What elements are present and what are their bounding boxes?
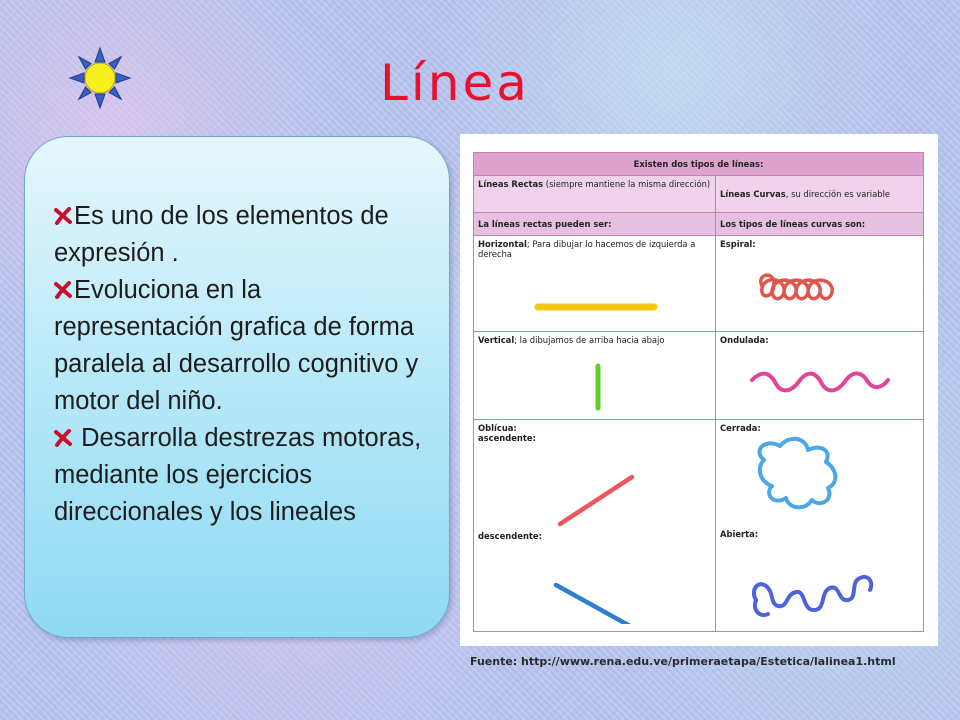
x-mark-icon [54, 207, 72, 225]
abierta-label: Abierta: [720, 528, 759, 539]
cerrada-abierta-drawing [716, 420, 922, 624]
ascendente-label: ascendente: [478, 432, 536, 443]
espiral-cell [716, 236, 924, 332]
curvas-title: Líneas Curvas [720, 189, 786, 200]
vertical-cell [474, 332, 716, 419]
vertical-desc: ; la dibujamos de arriba hacia abajo [514, 335, 665, 346]
curvas-sub: Los tipos de líneas curvas son: [716, 213, 924, 236]
bullet-item [54, 198, 430, 272]
bullet-item [54, 420, 430, 531]
bullet-text: Evoluciona en la representación grafica de forma paralela al desarrollo cognitivo y motor del niño. [54, 276, 419, 415]
bullet-text: Es uno de los elementos de expresión . [54, 202, 389, 267]
x-mark-icon [54, 281, 72, 299]
oblicua-cell [474, 419, 716, 631]
descendente-label: descendente: [478, 530, 542, 541]
sun-icon [68, 46, 132, 110]
bullet-list [54, 198, 430, 531]
horizontal-cell [474, 236, 716, 332]
source-credit: Fuente: http://www.rena.edu.ve/primeraetapa/Estetica/lalinea1.html [470, 655, 896, 668]
curvas-cell [716, 175, 924, 212]
vertical-title: Vertical [478, 335, 515, 346]
oblicua-label: Oblícua: [478, 422, 517, 433]
espiral-label: Espiral: [720, 239, 756, 250]
ondulada-cell [716, 332, 924, 419]
rectas-desc: (siempre mantiene la misma dirección) [543, 178, 711, 189]
bullet-item [54, 272, 430, 420]
rectas-sub: La líneas rectas pueden ser: [474, 213, 716, 236]
horizontal-title: Horizontal [478, 239, 527, 250]
oblicua-drawing [474, 420, 714, 624]
horizontal-desc: ; Para dibujar lo hacemos de izquierda a derecha [478, 239, 696, 260]
rectas-cell [474, 175, 716, 212]
ondulada-label: Ondulada: [720, 335, 769, 346]
cerrada-label: Cerrada: [720, 422, 761, 433]
bullet-text: Desarrolla destrezas motoras, mediante los ejercicios direccionales y los lineales [54, 424, 422, 526]
slide-title: Línea [380, 54, 530, 112]
x-mark-icon [54, 429, 72, 447]
curvas-cerrada-abierta-cell [716, 419, 924, 631]
table-header: Existen dos tipos de líneas: [474, 153, 924, 176]
curvas-desc: , su dirección es variable [785, 189, 891, 200]
rectas-title: Líneas Rectas [478, 178, 544, 189]
line-types-table [473, 152, 924, 632]
espiral-drawing [716, 236, 922, 328]
